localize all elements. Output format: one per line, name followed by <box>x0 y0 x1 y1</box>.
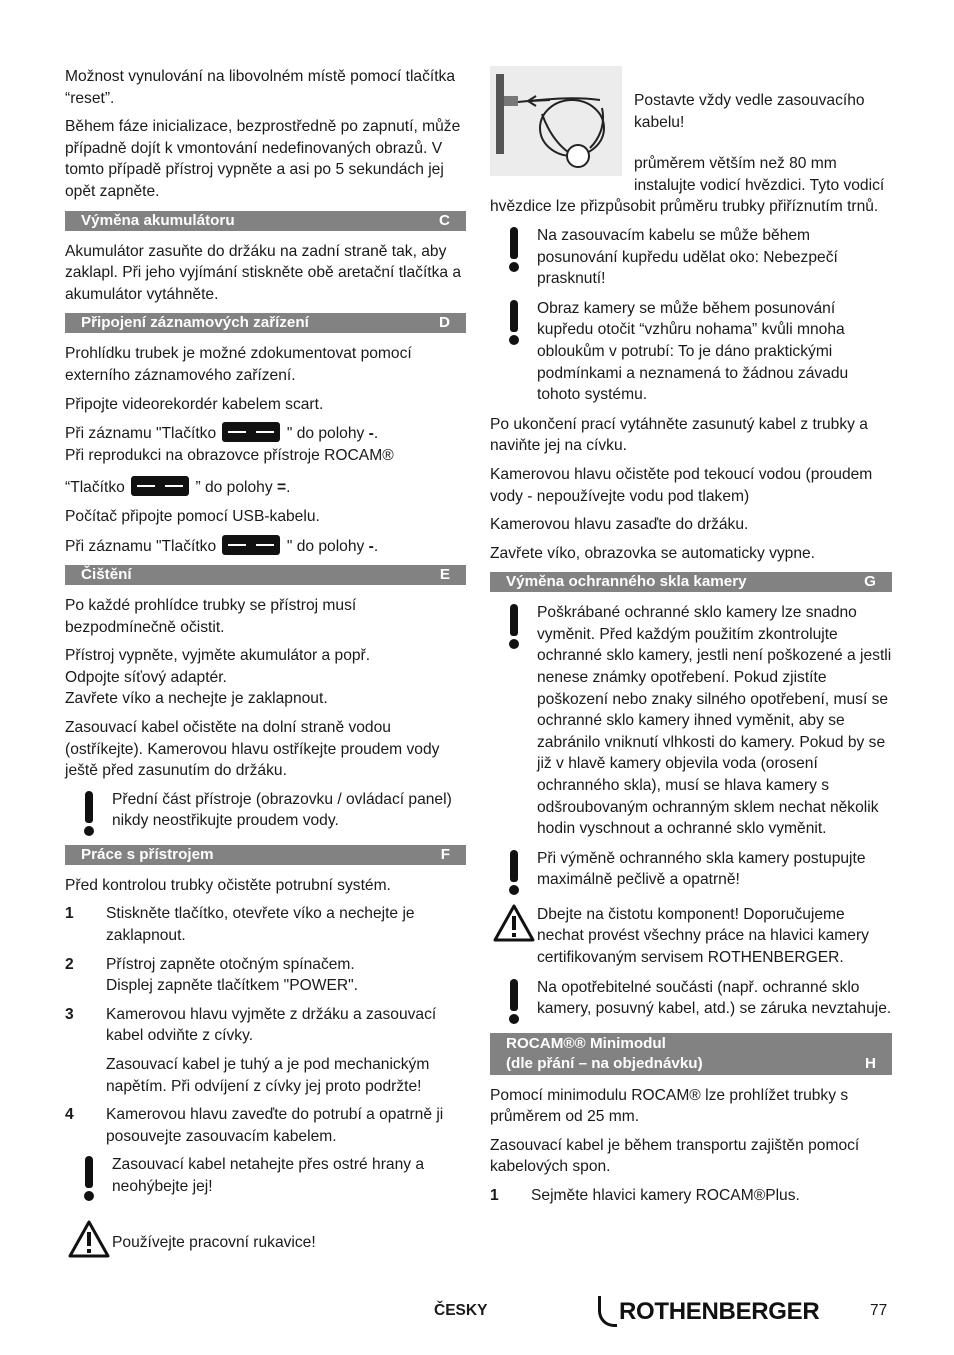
paragraph: Při záznamu "Tlačítko " do polohy -. <box>65 422 466 445</box>
operator-illustration <box>490 66 622 176</box>
warning-triangle-icon <box>493 904 535 942</box>
paragraph: Pomocí minimodulu ROCAM® lze prohlížet trubky s průměrem od 25 mm. <box>490 1086 849 1126</box>
exclamation-icon <box>507 227 521 273</box>
paragraph: Před kontrolou trubky očistěte potrubní systém. <box>65 876 391 894</box>
warning-note: Na zasouvacím kabelu se může během posunování kupředu udělat oko: Nebezpečí prasknutí! <box>490 225 892 290</box>
paragraph: Možnost vynulování na libovolném místě pomocí tlačítka “reset”. <box>65 68 456 107</box>
paragraph: Kamerovou hlavu zasaďte do držáku. <box>490 516 749 534</box>
right-column <box>490 66 892 1214</box>
paragraph: Zasouvací kabel je tuhý a je pod mechanickým napětím. Při odvíjení z cívky jej proto podržte! <box>106 1056 430 1095</box>
exclamation-icon <box>507 979 521 1025</box>
footer-language: ČESKY <box>434 1302 488 1319</box>
warning-note: Obraz kamery se může během posunování kupředu otočit “vzhůru nohama” kvůli mnoha obloukům v potrubí: To je dáno praktickými podmínkami a neznamená to žádnou závadu tohoto systému. <box>490 298 892 406</box>
section-header-f: Práce s přístrojem F <box>65 845 466 865</box>
list-item: 2 Přístroj zapněte otočným spínačem. Displej zapněte tlačítkem "POWER". <box>65 955 358 995</box>
warning-note: Při výměně ochranného skla kamery postupujte maximálně pečlivě a opatrně! <box>490 848 892 896</box>
section-header-g: Výměna ochranného skla kamery G <box>490 572 892 592</box>
section-header-e: Čištění E <box>65 565 466 585</box>
list-item: 1 Stiskněte tlačítko, otevřete víko a nechejte je zaklapnout. <box>65 905 415 945</box>
paragraph: Během fáze inicializace, bezprostředně po zapnutí, může případně dojít k vmontování nedefinovaných obrazů. V tomto případě přístroj vypněte a asi po 5 sekundách jej opět zapněte. <box>65 118 461 200</box>
paragraph: Připojte videorekordér kabelem scart. <box>65 395 324 413</box>
paragraph: “Tlačítko ” do polohy =. <box>65 476 466 499</box>
paragraph: Prohlídku trubek je možné zdokumentovat pomocí externího záznamového zařízení. <box>65 345 412 384</box>
warning-note: Na opotřebitelné součásti (např. ochranné sklo kamery, posuvný kabel, atd.) se záruka nevztahuje. <box>490 977 892 1025</box>
warning-note: Přední část přístroje (obrazovku / ovládací panel) nikdy neostřikujte proudem vody. <box>65 789 466 837</box>
exclamation-icon <box>507 850 521 896</box>
slider-button-icon <box>222 535 280 555</box>
exclamation-icon <box>507 300 521 346</box>
paragraph: průměrem větším než 80 mm instalujte vodicí hvězdici. Tyto vodicí hvězdice lze přizpůsobit průměru trubky přiříznutím trnů. <box>490 155 885 216</box>
warning-note: Poškrábané ochranné sklo kamery lze snadno vyměnit. Před každým použitím zkontrolujte ochranné sklo kamery, jestli není poškozené a jestli nenese známky opotřebení. Pokud zjistíte poškození nebo znaky silného opotřebení, musí se ochranné sklo kamery ihned vyměnit, aby se zabránilo vniknutí vlhkosti do kamery. Pokud by se již v hlavě kamery objevila voda (orosení ochranného skla), musí se hlava kamery s odšroubovaným ochranným sklem nechat několik hodin vyschnout a ochranné sklo vyměnit. <box>490 602 892 840</box>
exclamation-icon <box>82 1156 96 1202</box>
paragraph: Po ukončení prací vytáhněte zasunutý kabel z trubky a naviňte jej na cívku. <box>490 415 868 455</box>
figure-caption: Postavte vždy vedle zasouvacího kabelu! <box>634 92 865 131</box>
paragraph: Zasouvací kabel je během transportu zajištěn pomocí kabelových spon. <box>490 1136 860 1176</box>
exclamation-icon <box>507 604 521 650</box>
paragraph: Po každé prohlídce trubky se přístroj musí bezpodmínečně očistit. <box>65 597 357 636</box>
section-header-c: Výměna akumulátoru C <box>65 211 466 231</box>
caution-note: Používejte pracovní rukavice! <box>65 1220 466 1258</box>
slider-button-icon <box>222 422 280 442</box>
list-item: 3 Kamerovou hlavu vyjměte z držáku a zasouvací kabel odviňte z cívky. <box>65 1005 437 1045</box>
exclamation-icon <box>82 791 96 837</box>
page-number: 77 <box>870 1302 888 1319</box>
warning-note: Zasouvací kabel netahejte přes ostré hrany a neohýbejte jej! <box>65 1154 466 1202</box>
slider-button-icon <box>131 476 189 496</box>
list-item: 1 Sejměte hlavici kamery ROCAM®Plus. <box>490 1186 800 1204</box>
paragraph: Při reprodukci na obrazovce přístroje ROCAM® <box>65 446 394 464</box>
paragraph: Zasouvací kabel očistěte na dolní straně vodou (ostříkejte). Kamerovou hlavu ostříkejte proudem vody ještě před zasunutím do držáku. <box>65 719 440 780</box>
figure-block <box>490 66 892 225</box>
paragraph: Přístroj vypněte, vyjměte akumulátor a popř. Odpojte síťový adaptér. Zavřete víko a nechejte je zaklapnout. <box>65 647 371 708</box>
left-column <box>65 66 466 1266</box>
paragraph: Kamerovou hlavu očistěte pod tekoucí vodou (proudem vody - nepoužívejte vodu pod tlakem) <box>490 465 873 505</box>
warning-triangle-icon <box>68 1220 110 1258</box>
section-header-h: ROCAM®® Minimodul (dle přání – na objednávku) H <box>490 1033 892 1075</box>
paragraph: Zavřete víko, obrazovka se automaticky vypne. <box>490 544 816 562</box>
section-header-d: Připojení záznamových zařízení D <box>65 313 466 333</box>
list-item: 4 Kamerovou hlavu zaveďte do potrubí a opatrně ji posouvejte zasouvacím kabelem. <box>65 1106 444 1145</box>
paragraph: Při záznamu "Tlačítko " do polohy -. <box>65 535 466 558</box>
brand-logo: ROTHENBERGER <box>598 1296 819 1327</box>
caution-note: Dbejte na čistotu komponent! Doporučujeme nechat provést všechny práce na hlavici kamery certifikovaným servisem ROTHENBERGER. <box>490 904 892 969</box>
paragraph: Akumulátor zasuňte do držáku na zadní straně tak, aby zaklapl. Při jeho vyjímání stiskněte obě aretační tlačítka a akumulátor vytáhněte. <box>65 242 462 303</box>
paragraph: Počítač připojte pomocí USB-kabelu. <box>65 507 320 525</box>
logo-arc-icon <box>598 1296 617 1327</box>
